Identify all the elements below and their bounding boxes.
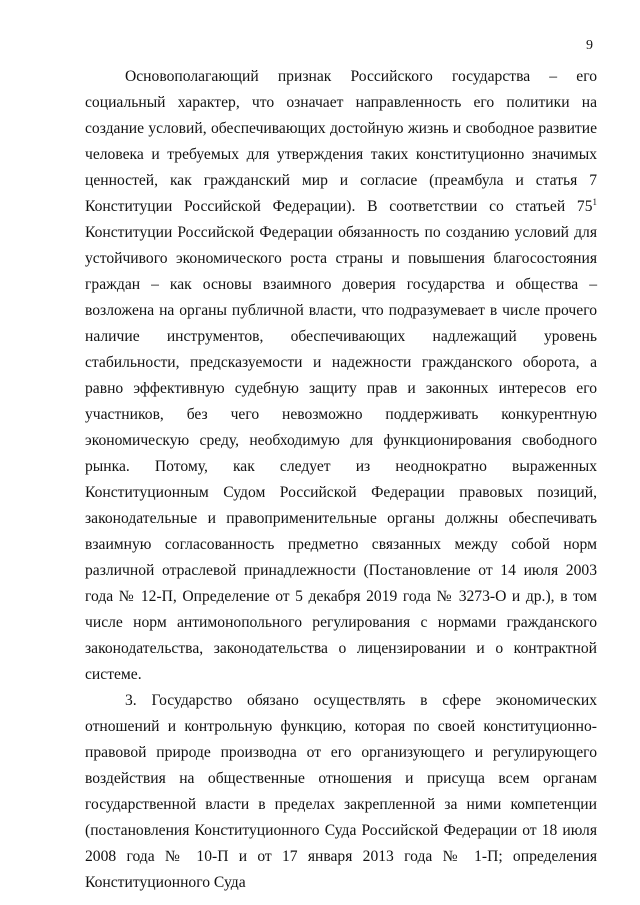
paragraph-text: Основополагающий признак Российского государства – его социальный характер, что означает направленность его политики на создание условий, обеспечивающих достойную жизнь и свободное развитие человека и требуемых для утверждения таких конституционно значимых ценностей, как гражданский мир и согласие (преамбула и статья 7 Конституции Российской Федерации). В соответствии со статьей 75	[85, 68, 597, 215]
paragraph-text-continued: Конституции Российской Федерации обязанность по созданию условий для устойчивого экономического роста страны и повышения благосостояния граждан – как основы взаимного доверия государства и общества – возложена на органы публичной власти, что подразумевает в числе прочего наличие инструментов, обеспечивающих надлежащий уровень стабильности, предсказуемости и надежности гражданского оборота, а равно эффективную судебную защиту прав и законных интересов его участников, без чего невозможно поддерживать конкурентную экономическую среду, необходимую для функционирования свободного рынка. Потому, как следует из неоднократно выраженных Конституционным Судом Российской Федерации правовых позиций, законодательные и правоприменительные органы должны обеспечивать взаимную согласованность предметно связанных между собой норм различной отраслевой принадлежности (Постановление от 14 июля 2003 года № 12-П, Определение от 5 декабря 2019 года № 3273-О и др.), в том числе норм антимонопольного регулирования с нормами гражданского законодательства, законодательства о лицензировании и о контрактной системе.	[85, 224, 597, 683]
paragraph-control-function: 3. Государство обязано осуществлять в сфере экономических отношений и контрольную функцию, которая по своей конституционно-правовой природе производна от его организующего и регулирующего воздействия на общественные отношения и присуща всем органам государственной власти в пределах закрепленной за ними компетенции (постановления Конституционного Суда Российской Федерации от 18 июля 2008 года № 10-П и от 17 января 2013 года № 1-П; определения Конституционного Суда	[85, 692, 597, 891]
superscript-article-number: 1	[592, 197, 597, 207]
paragraph-social-state	[85, 64, 597, 688]
page-number: 9	[586, 38, 593, 53]
document-body	[85, 64, 597, 896]
